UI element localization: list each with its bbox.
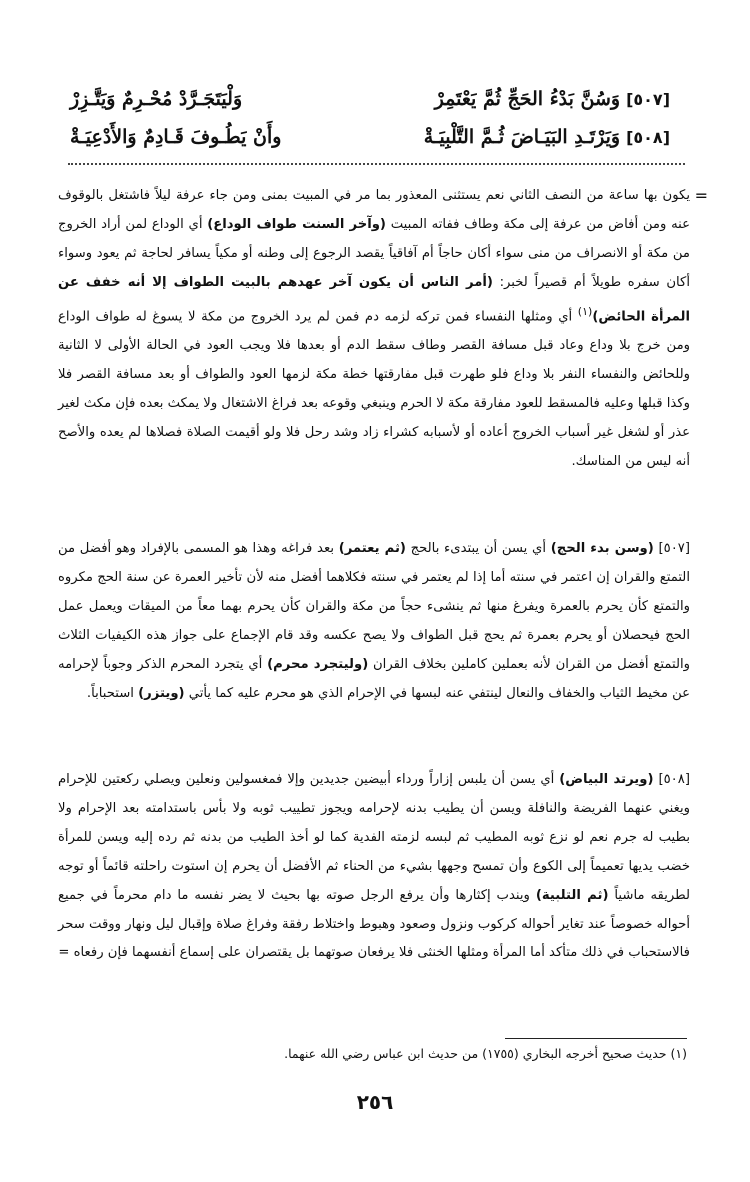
hadith-quote: (أمر الناس أن يكون آخر عهدهم بالبيت الطواف إلا أنه خفف عن المرأة الحائض)	[58, 274, 690, 325]
paragraph-text: يكون بها ساعة من النصف الثاني نعم يستثنى المعذور بما مر في المبيت بمنى ومن جاء عرفة ليلاً فاشتغل بالوقوف عنه ومن أفاض من عرفة إلى مكة وطاف ففاته المبيت	[58, 188, 690, 232]
verse-text: وَسُنَّ بَدْءُ الحَجِّ ثُمَّ يَعْتَمِرْ	[434, 88, 621, 110]
paragraph-text: ويندب إكثارها وأن يرفع الرجل صوته بها بحيث لا يضر نفسه ما دام محرماً في جميع أحواله خصوصاً عند تغاير أحواله كركوب ونزول وصعود وهبوط واختلاط رفقة وفراغ صلاة وإقبال ليل ونهار ووقت سحر فالاستحباب في ذلك متأكد أما المرأة ومثلها الخنثى فلا يرفعان صوتهما بل يقتصران على إسماع أنفسهما فإن رفعاه	[58, 887, 690, 961]
verse-number: [٥٠٧]	[626, 90, 670, 109]
continuation-marker: =	[58, 945, 70, 961]
quoted-verse-text: (ويتزر)	[138, 685, 185, 701]
quoted-verse-text: (وليتجرد محرم)	[267, 656, 369, 672]
paragraph-text: أي يسن أن يبتدىء بالحج	[405, 541, 551, 556]
verse-text: وَيَرْتَـدِ البَيَـاضَ ثُـمَّ التَّلْبِيَـةْ	[423, 126, 621, 148]
paragraph-text: استحباباً.	[86, 685, 139, 701]
footnote	[200, 1046, 687, 1061]
paragraph-text: أي ومثلها النفساء فمن تركه لزمه دم فمن لم يرد الخروج من مكة لا يسوغ له طواف الوداع ومن خرج بلا وداع وعاد قبل مسافة القصر وطاف سقط الدم أو بعدها فلا ويجب العود في الحالة الأولى لا الثانية وللحائض والنفساء النفر بلا وداع فلو طهرت قبل مفارقتها خطة مكة لزمها العود والطواف أو بعد مسافة القصر فلا وكذا قبلها وعليه فالمسقط للعود مفارقة مكة لا الحرم وينبغي وقوعه بعد فراغ الاشتغال ولا يمكث بعده فإن مكث لغير عذر أو لشغل غير أسباب الخروج أعاده أو لأسبابه كشراء زاد وشد رحل فلا ولو أقيمت الصلاة فصلاها لم يعده والأصح أنه ليس من المناسك.	[58, 309, 690, 469]
quoted-verse-text: (وآخر السنت طواف الوداع)	[207, 216, 386, 232]
verses-block	[70, 80, 670, 156]
commentary-paragraph-1	[58, 182, 708, 476]
paragraph-text: بعد فراغه وهذا هو المسمى بالإفراد وهو أفضل من التمتع والقران إن اعتمر في سنته أما إذا لم يعتمر في سنته فكلاهما أفضل منه لأن تأخير العمرة عن سنة الحج مكروه والتمتع كأن يحرم بالعمرة ويفرغ منها ثم ينشىء حجاً من مكة والقران كأن يحرم بهما معاً من الميقات ويعمل عمل الحج فيحصلان أو يحرم بعمرة ثم يحج قبل الطواف ولا يصح عكسه وقد قام الإجماع على جواز هذه الكيفيات الثلاث والتمتع أفضل من القران لأنه بعملين كاملين بخلاف القران	[58, 541, 690, 672]
verse-ref-number: [٥٠٨]	[658, 772, 690, 787]
verse-second-half: وأَنْ يَطُـوفَ قَـادِمٌ وَالأَدْعِيَـةْ	[70, 126, 282, 148]
footnote-text: حديث صحيح أخرجه البخاري (١٧٥٥) من حديث ابن عباس رضي الله عنهما.	[284, 1046, 667, 1061]
verse-ref-number: [٥٠٧]	[658, 541, 691, 556]
footnote-ref: (١)	[577, 304, 593, 318]
continuation-marker: =	[694, 186, 708, 205]
verse-first-half	[435, 88, 670, 110]
verse-first-half	[424, 126, 670, 148]
paragraph-text: أي يتجرد المحرم الذكر وجوباً لإحرامه عن مخيط الثياب والخفاف والنعال لينتفي عنه لبسها في الإحرام الذي هو محرم عليه كما يأتي	[58, 656, 690, 701]
commentary-paragraph-3	[58, 766, 690, 968]
quoted-verse-text: (ثم يعتمر)	[338, 541, 406, 556]
verse-row	[70, 118, 670, 156]
footnote-rule	[505, 1038, 687, 1039]
dotted-separator	[68, 163, 685, 165]
paragraph-text: أي يسن أن يلبس إزاراً ورداء أبيضين جديدين وإلا فمغسولين ونعلين ويصلي ركعتين للإحرام ويغني عنهما الفريضة والنافلة ويسن أن يطيب بدنه لإحرامه ويجوز تطييب ثوبه ولا بأس باستدامته بعد الإحرام ولا بطيب له جرم نعم لو نزع ثوبه المطيب ثم لبسه لزمته الفدية كما لو أخذ الطيب من بدنه ثم رده إليه ويسن للمرأة خضب يديها تعميماً إلى الكوع وأن تمسح وجهها بشيء من الحناء ثم الأفضل أن يحرم إن استوت راحلته قائماً أو توجه لطريقه ماشياً	[58, 772, 690, 903]
paragraph-text: أي الوداع لمن أراد الخروج من مكة أو الانصراف من منى سواء أكان حاجاً أم آفاقياً يقصد الرجوع إلى وطنه أو مكياً يسافر لحاجة ثم يعود وسواء أكان سفره طويلاً أم قصيراً لخبر:	[58, 216, 690, 290]
verse-second-half: وَلْيَتَجَـرَّدْ مُحْـرِمٌ وَيَتَّـزِرْ	[70, 88, 243, 110]
quoted-verse-text: (وسن بدء الحج)	[550, 541, 654, 556]
page-number: ٢٥٦	[356, 1090, 394, 1114]
verse-number: [٥٠٨]	[626, 128, 670, 147]
commentary-paragraph-2	[58, 535, 690, 708]
quoted-verse-text: (ثم التلبية)	[535, 887, 609, 903]
quoted-verse-text: (ويرتد البياض)	[559, 772, 654, 787]
verse-row	[70, 80, 670, 118]
footnote-number: (١)	[670, 1046, 687, 1061]
